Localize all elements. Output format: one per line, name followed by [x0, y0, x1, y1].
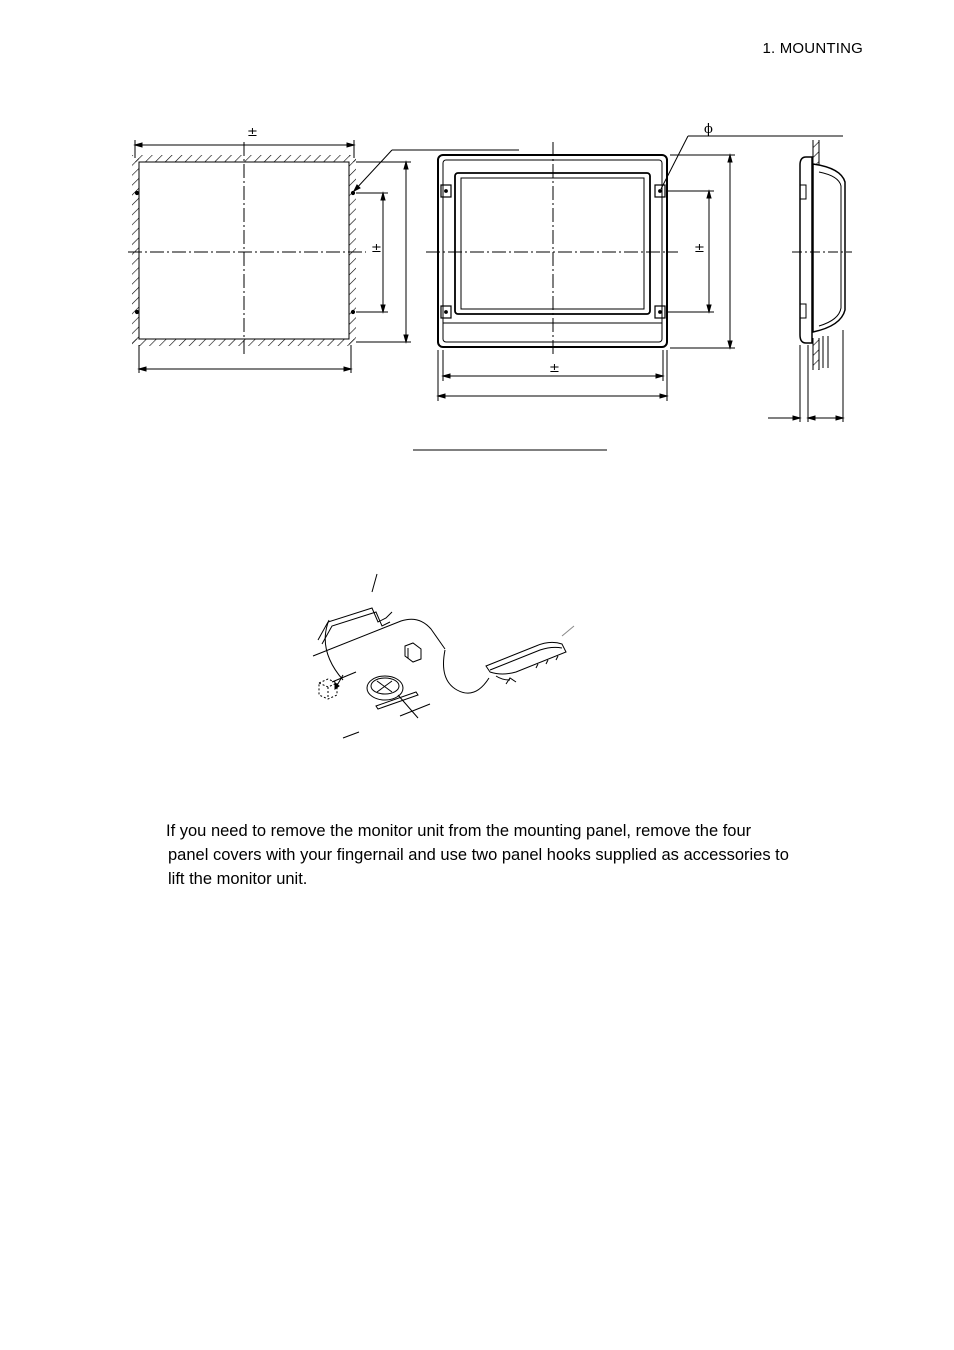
unit-height-tolerance: ±	[694, 241, 705, 256]
cutout-width-tolerance: ±	[247, 125, 258, 140]
paragraph-line-1: If you need to remove the monitor unit from the mounting panel, remove the four	[166, 822, 752, 840]
monitor-front-view	[426, 136, 843, 401]
cutout-height-tolerance: ±	[371, 241, 382, 256]
paragraph-line-3: lift the monitor unit.	[168, 870, 308, 888]
unit-width-tolerance: ±	[549, 361, 560, 376]
section-header: 1. MOUNTING	[762, 40, 863, 57]
hole-diameter-symbol: ϕ	[704, 122, 713, 137]
monitor-side-view	[768, 140, 852, 422]
removal-instruction-paragraph	[166, 819, 886, 891]
panel-hook-illustration	[313, 574, 574, 738]
cutout-drawing	[128, 140, 519, 373]
paragraph-line-2: panel covers with your fingernail and use two panel hooks supplied as accessories to	[168, 846, 789, 864]
